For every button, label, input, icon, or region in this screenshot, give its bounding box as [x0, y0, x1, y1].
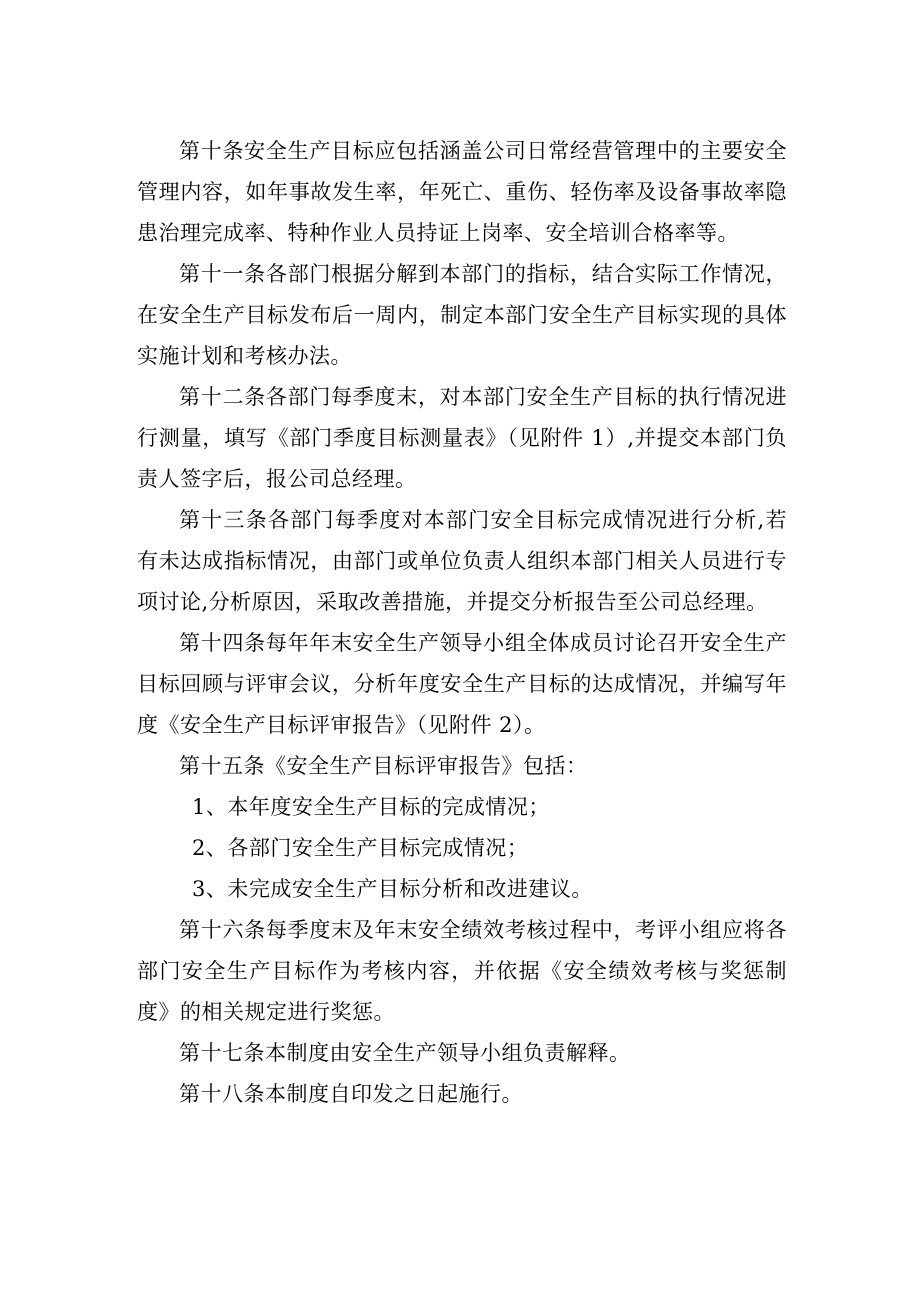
article-12: 第十二条各部门每季度末，对本部门安全生产目标的执行情况进行测量，填写《部门季度目标测量表》（见附件 1）,并提交本部门负责人签字后，报公司总经理。	[137, 385, 787, 491]
article-11: 第十一条各部门根据分解到本部门的指标，结合实际工作情况，在安全生产目标发布后一周内，制定本部门安全生产目标实现的具体实施计划和考核办法。	[137, 262, 787, 368]
article-14: 第十四条每年年末安全生产领导小组全体成员讨论召开安全生产目标回顾与评审会议，分析年度安全生产目标的达成情况，并编写年度《安全生产目标评审报告》（见附件 2）。	[137, 631, 787, 737]
list-item: 1、本年度安全生产目标的完成情况；	[192, 795, 550, 819]
list-item: 3、未完成安全生产目标分析和改进建议。	[192, 877, 593, 901]
article-15: 第十五条《安全生产目标评审报告》包括：	[179, 754, 588, 778]
article-17: 第十七条本制度由安全生产领导小组负责解释。	[179, 1041, 631, 1065]
article-16: 第十六条每季度末及年末安全绩效考核过程中，考评小组应将各部门安全生产目标作为考核内容，并依据《安全绩效考核与奖惩制度》的相关规定进行奖惩。	[137, 918, 787, 1024]
article-10: 第十条安全生产目标应包括涵盖公司日常经营管理中的主要安全管理内容，如年事故发生率，年死亡、重伤、轻伤率及设备事故率隐患治理完成率、特种作业人员持证上岗率、安全培训合格率等。	[137, 139, 787, 245]
article-13: 第十三条各部门每季度对本部门安全目标完成情况进行分析,若有未达成指标情况，由部门或单位负责人组织本部门相关人员进行专项讨论,分析原因，采取改善措施，并提交分析报告至公司总经理。	[137, 508, 787, 614]
list-item: 2、各部门安全生产目标完成情况；	[192, 836, 529, 860]
article-18: 第十八条本制度自印发之日起施行。	[179, 1082, 523, 1106]
document-body	[137, 131, 787, 1115]
